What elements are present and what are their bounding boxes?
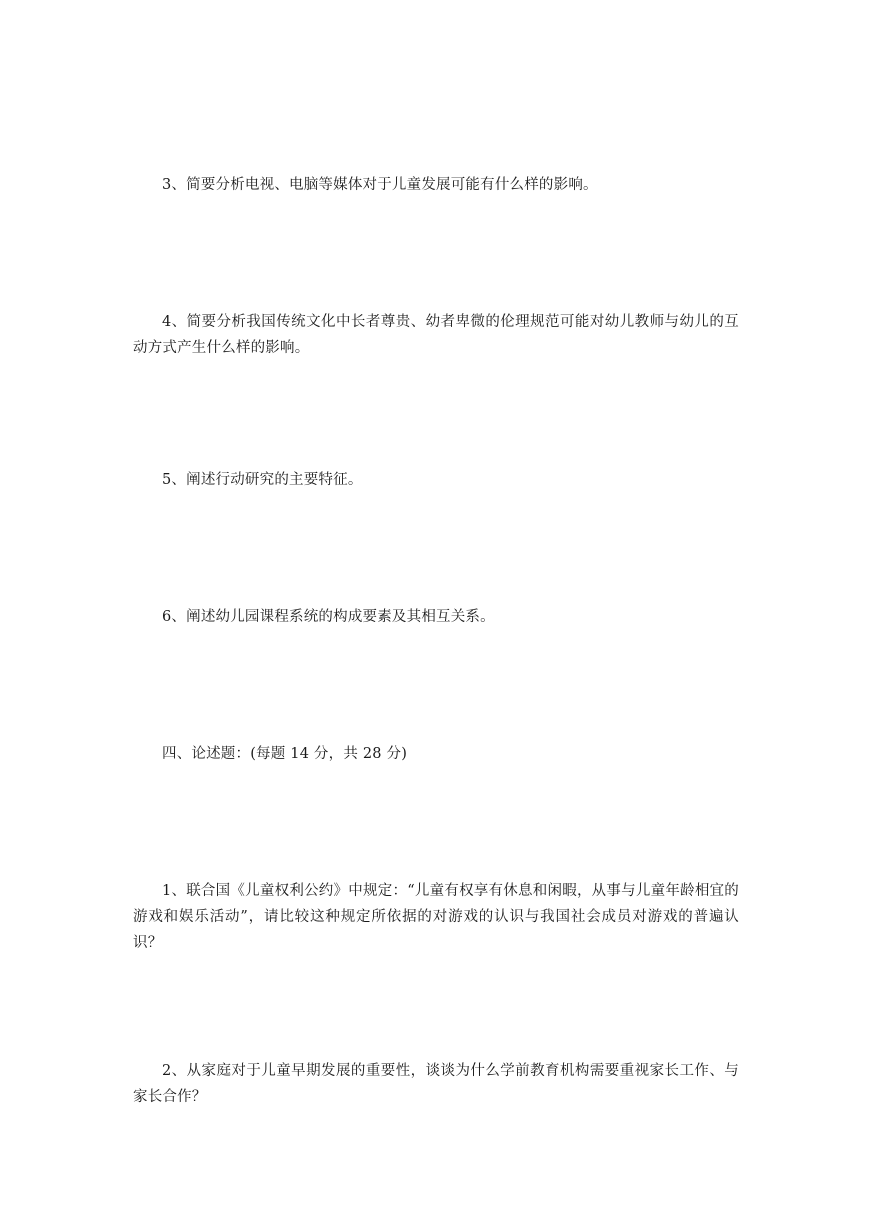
- question-4-1: 1、联合国《儿童权利公约》中规定：“儿童有权享有休息和闲暇，从事与儿童年龄相宜的游戏和娱乐活动”，请比较这种规定所依据的对游戏的认识与我国社会成员对游戏的普遍认识？: [133, 883, 739, 951]
- question-3-3: 3、简要分析电视、电脑等媒体对于儿童发展可能有什么样的影响。: [162, 177, 598, 193]
- question-3-5: 5、阐述行动研究的主要特征。: [162, 472, 363, 488]
- question-3-4: 4、简要分析我国传统文化中长者尊贵、幼者卑微的伦理规范可能对幼儿教师与幼儿的互动方式产生什么样的影响。: [133, 314, 739, 356]
- question-4-2: 2、从家庭对于儿童早期发展的重要性，谈谈为什么学前教育机构需要重视家长工作、与家长合作？: [133, 1063, 739, 1105]
- question-3-6: 6、阐述幼儿园课程系统的构成要素及其相互关系。: [162, 609, 495, 625]
- section-heading-essay: 四、论述题：(每题 14 分，共 28 分): [162, 746, 408, 762]
